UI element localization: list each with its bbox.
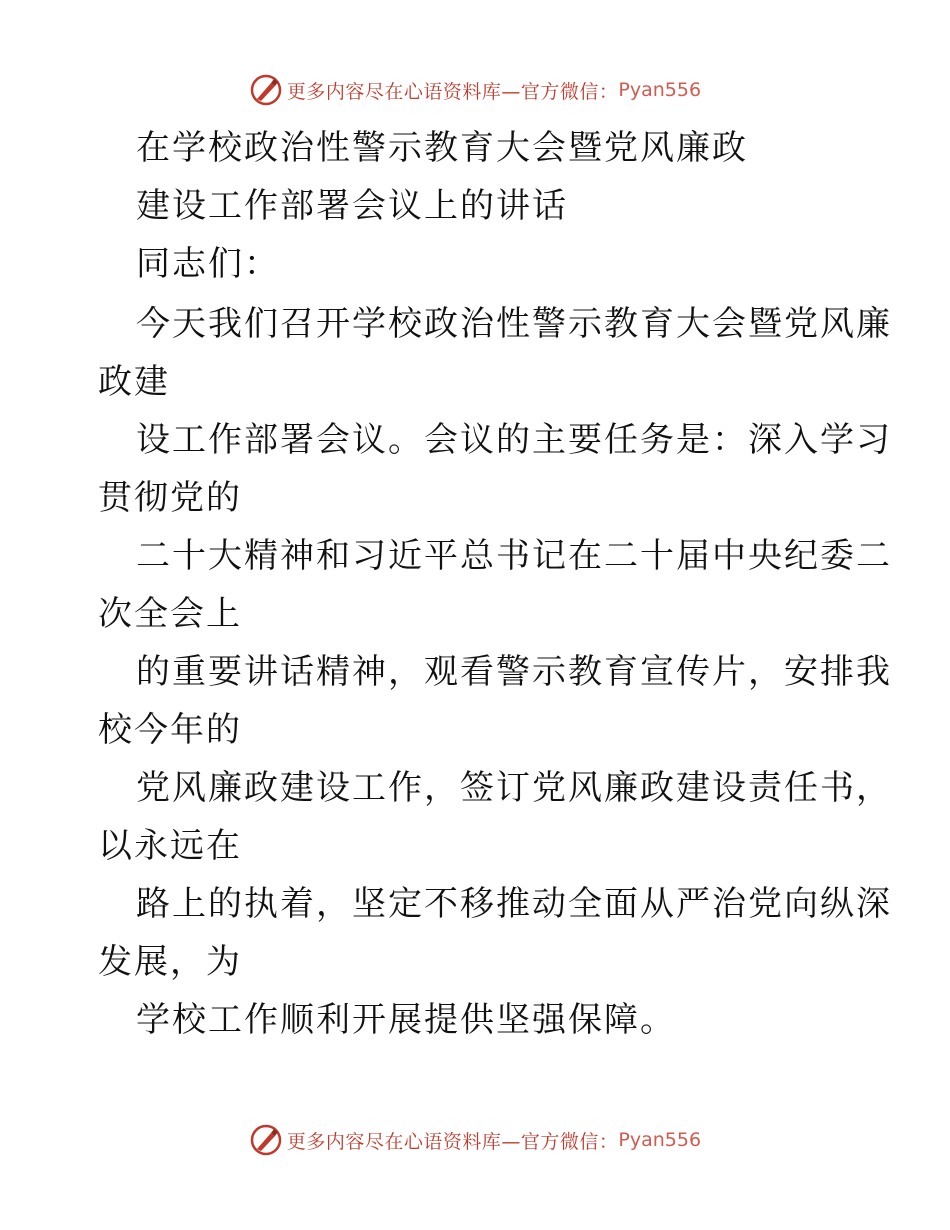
- footer-banner-contact: Pyan556: [618, 1129, 702, 1151]
- paragraph-line: 贯彻党的: [98, 478, 242, 518]
- header-banner-contact: Pyan556: [618, 79, 702, 101]
- paragraph-line: 学校工作顺利开展提供坚强保障。: [136, 1000, 676, 1040]
- paragraph-line: 以永远在: [98, 826, 242, 866]
- document-title-line-2: 建设工作部署会议上的讲话: [136, 186, 568, 226]
- footer-banner-text: 更多内容尽在心语资料库—官方微信：: [286, 1130, 619, 1153]
- document-title-line-1: 在学校政治性警示教育大会暨党风廉政: [136, 128, 748, 168]
- pen-logo-icon: [249, 73, 283, 107]
- paragraph-line: 路上的执着，坚定不移推动全面从严治党向纵深: [136, 884, 892, 924]
- paragraph-line: 发展，为: [98, 942, 242, 982]
- salutation: 同志们：: [136, 244, 280, 284]
- paragraph-line: 校今年的: [98, 710, 242, 750]
- footer-watermark-banner: [0, 1120, 950, 1160]
- paragraph-line: 的重要讲话精神，观看警示教育宣传片，安排我: [136, 652, 892, 692]
- paragraph-line: 政建: [98, 362, 170, 402]
- header-banner-text: 更多内容尽在心语资料库—官方微信：: [286, 80, 619, 103]
- header-watermark-banner: [0, 70, 950, 110]
- paragraph-line: 今天我们召开学校政治性警示教育大会暨党风廉: [136, 304, 892, 344]
- paragraph-line: 次全会上: [98, 594, 242, 634]
- pen-logo-icon: [249, 1123, 283, 1157]
- paragraph-line: 党风廉政建设工作，签订党风廉政建设责任书，: [136, 768, 892, 808]
- paragraph-line: 设工作部署会议。会议的主要任务是：深入学习: [136, 420, 892, 460]
- paragraph-line: 二十大精神和习近平总书记在二十届中央纪委二: [136, 536, 892, 576]
